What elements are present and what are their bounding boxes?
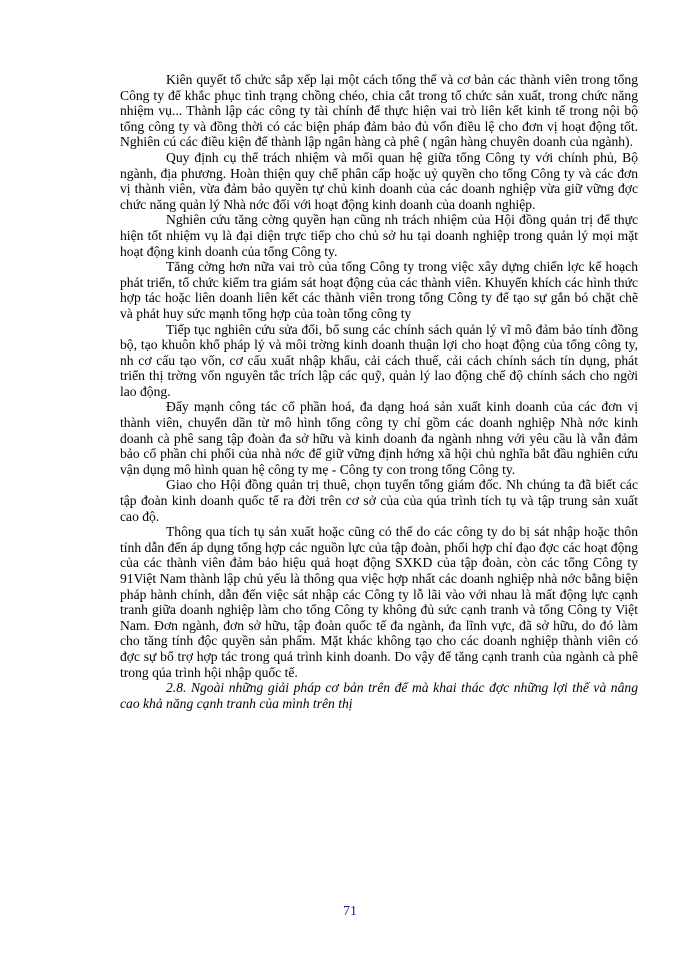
paragraph-2: Quy định cụ thể trách nhiệm và mối quan hệ giữa tổng Công ty với chính phủ, Bộ ngành, địa phương. Hoàn thiện quy chế phân cấp hoặc uỷ quyền cho tổng Công ty và các đơn vị thành viên, vừa đảm bảo quyền tự chủ kinh doanh của các doanh nghiệp vừa giữ vững đợc chức năng quản lý Nhà nớc đối với hoạt động kinh doanh của doanh nghiệp.	[120, 149, 638, 212]
paragraph-8: Thông qua tích tụ sản xuất hoặc cũng có thể do các công ty do bị sát nhập hoặc thôn tính dẫn đến áp dụng tổng hợp các nguồn lực của tập đoàn, phối hợp chỉ đạo đợc các hoạt động của các thành viên đảm bảo hiệu quả hoạt động SXKD của tập đoàn, còn các tổng Công ty 91Việt Nam thành lập chủ yếu là thông qua việc hợp nhất các doanh nghiệp nhà nớc bằng biện pháp hành chính, dẫn đến việc sát nhập các Công ty lỗ lãi vào với nhau là mất động lực cạnh tranh giữa doanh nghiệp làm cho tổng Công ty không đủ sức cạnh tranh và tổng Công ty Việt Nam. Đơn ngành, đơn sở hữu, tập đoàn quốc tế đa ngành, đa lĩnh vực, đã sở hữu, do đó làm cho tăng tính độc quyền sản phẩm. Mặt khác không tạo cho các doanh nghiệp thành viên có đợc sự bổ trợ hợp tác trong quá trình kinh doanh. Do vậy để tăng cạnh tranh của ngành cà phê trong qúa trình hội nhập quốc tế.	[120, 524, 638, 680]
paragraph-9-section-2-8: 2.8. Ngoài những giải pháp cơ bản trên để mà khai thác đợc những lợi thế và nâng cao khả năng cạnh tranh của mình trên thị	[120, 680, 638, 711]
document-body	[120, 72, 638, 711]
paragraph-3: Nghiên cứu tăng cờng quyền hạn cũng nh trách nhiệm của Hội đồng quản trị để thực hiện tốt nhiệm vụ là đại diện trực tiếp cho chủ sở hu tại doanh nghiệp trong quản lý mọi mặt hoạt động kinh doanh của tổng Công ty.	[120, 212, 638, 259]
paragraph-6: Đẩy mạnh công tác cổ phần hoá, đa dạng hoá sản xuất kinh doanh của các đơn vị thành viên, chuyển dần từ mô hình tổng công ty chỉ gồm các doanh nghiệp Nhà nớc kinh doanh cà phê sang tập đoàn đa sở hữu và kinh doanh đa ngành nhng với yêu cầu là vẫn đảm bảo cổ phần chi phối của nhà nớc để giữ vững định hớng xã hội chủ nghĩa bắt đầu nghiên cứu vận dụng mô hình quan hệ công ty mẹ - Công ty con trong tổng Công ty.	[120, 399, 638, 477]
page-number: 71	[343, 904, 357, 919]
paragraph-1: Kiên quyết tổ chức sắp xếp lại một cách tổng thể và cơ bản các thành viên trong tổng Công ty để khắc phục tình trạng chồng chéo, chia cắt trong tổ chức sản xuất, trong chức năng nhiệm vụ... Thành lập các công ty tài chính để thực hiện vai trò liên kết kinh tế trong nội bộ tổng công ty và đồng thời có các biện pháp đảm bảo đủ vốn điều lệ cho đơn vị hoạt động tốt. Nghiên cú các điều kiện để thành lập ngân hàng cà phê ( ngân hàng chuyên doanh của ngành).	[120, 72, 638, 150]
paragraph-5: Tiếp tục nghiên cứu sửa đổi, bổ sung các chính sách quản lý vĩ mô đảm bảo tính đồng bộ, tạo khuôn khổ pháp lý và môi trờng kinh doanh thuận lợi cho hoạt động của tổng công ty, nh cơ cấu tạo vốn, cơ cấu xuất nhập khẩu, cải cách thuế, cải cách chính sách tín dụng, phát triển thị trờng vốn nguyên tắc trích lập các quỹ, quản lý lao động chế độ chính sách cho ngời lao động.	[120, 321, 638, 399]
paragraph-7: Giao cho Hội đồng quản trị thuê, chọn tuyển tổng giám đốc. Nh chúng ta đã biết các tập đoàn kinh doanh quốc tế ra đời trên cơ sở của của qúa trình tích tụ và tập trung sản xuất cao độ.	[120, 477, 638, 524]
paragraph-4: Tăng cờng hơn nữa vai trò của tổng Công ty trong việc xây dựng chiến lợc kế hoạch phát triển, tổ chức kiểm tra giám sát hoạt động của các thành viên. Khuyến khích các hình thức hợp tác hoặc liên doanh liên kết các thành viên trong tổng Công ty để tạo sự gắn bó chặt chẽ và phát huy sức mạnh tổng hợp của toàn tổng công ty	[120, 259, 638, 321]
